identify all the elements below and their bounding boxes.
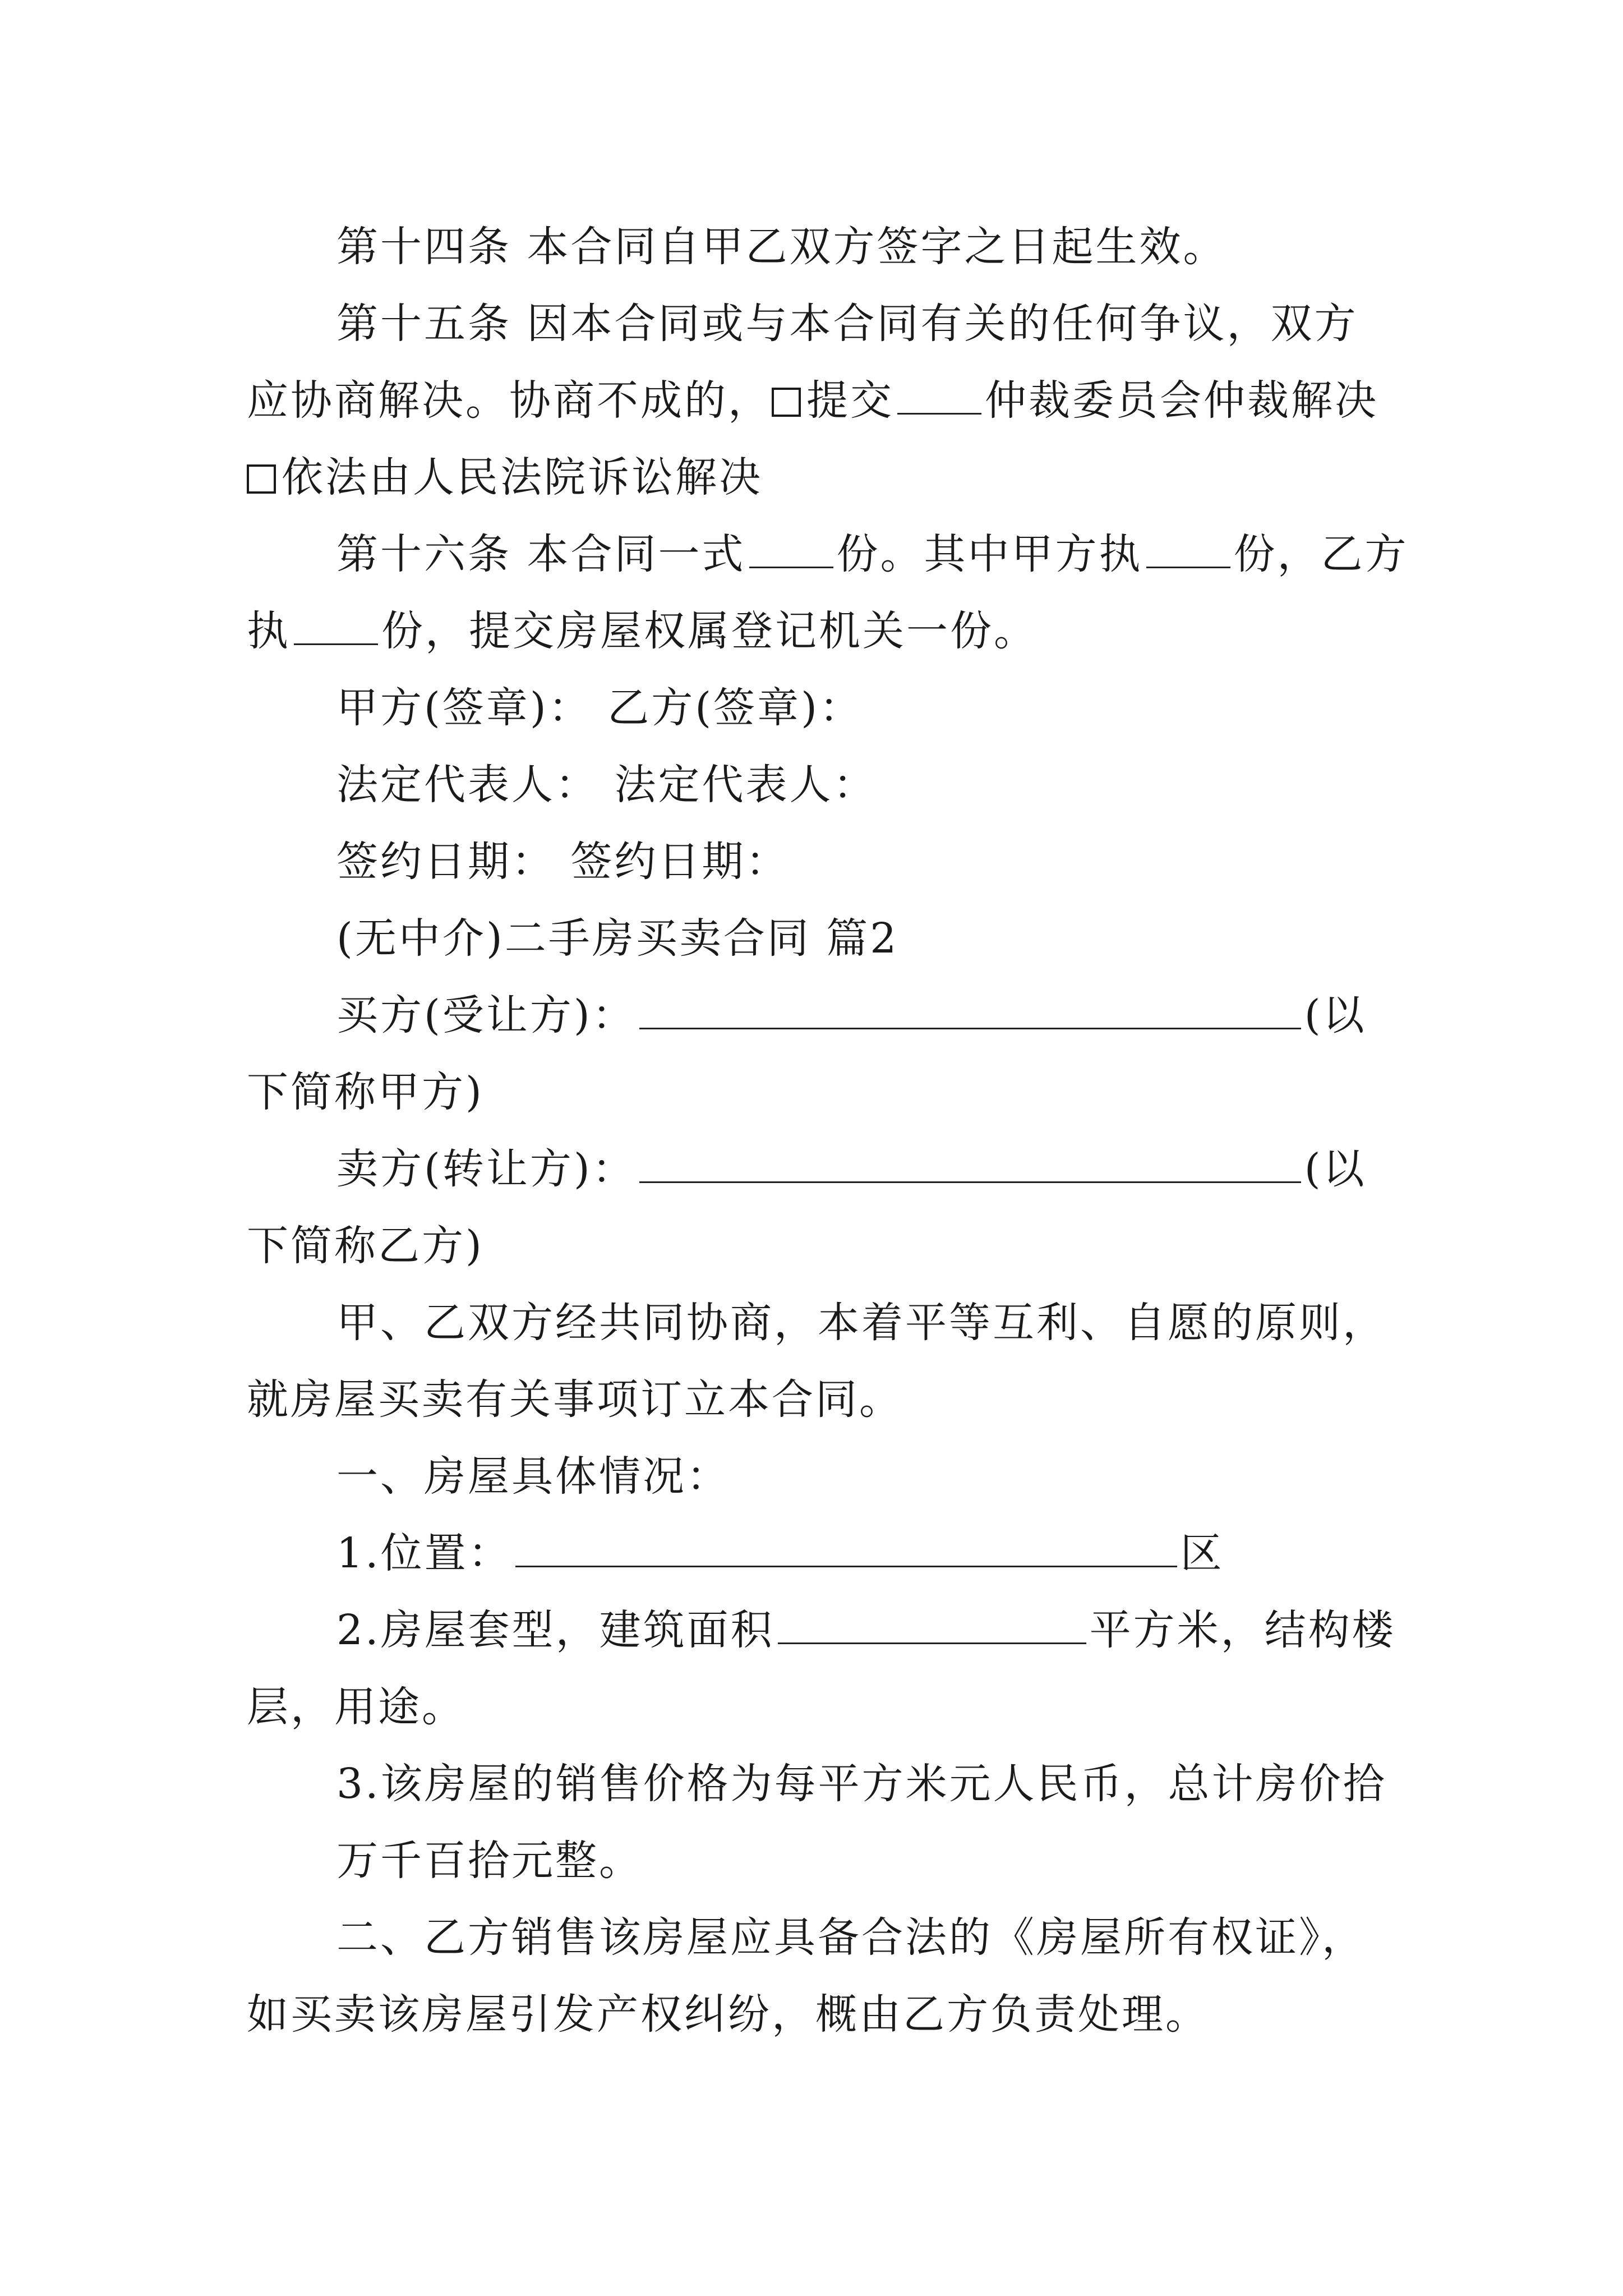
article-15-text-2b: 提交	[806, 376, 894, 425]
seller-suffix: (以	[1304, 1145, 1367, 1193]
intro-text-2: 就房屋买卖有关事项订立本合同。	[247, 1375, 903, 1424]
article-15-line-2	[247, 362, 1396, 439]
article-16-text-2b: 份，提交房屋权属登记机关一份。	[381, 607, 1038, 655]
article-15-text-1: 第十五条 因本合同或与本合同有关的任何争议，双方	[336, 300, 1358, 348]
seller-label: 卖方(转让方)：	[336, 1145, 636, 1193]
buyer-label: 买方(受让方)：	[336, 991, 636, 1039]
article-16-line-2	[247, 593, 1396, 670]
arbitration-committee-blank	[897, 378, 981, 415]
location-blank	[515, 1531, 1177, 1567]
signature-date-line	[247, 823, 1396, 900]
buyer-suffix: (以	[1304, 991, 1367, 1039]
article-16-line-1	[247, 516, 1409, 593]
article-16-text-2a: 执	[247, 607, 291, 655]
contract-2-heading	[247, 900, 1396, 977]
section-1-text: 一、房屋具体情况：	[336, 1452, 730, 1501]
signature-party-text: 甲方(签章)： 乙方(签章)：	[336, 684, 864, 732]
arbitration-checkbox[interactable]	[772, 388, 801, 417]
buyer-name-blank	[639, 993, 1301, 1029]
signature-date-text: 签约日期： 签约日期：	[336, 838, 790, 886]
item-2-text-2: 层，用途。	[247, 1683, 465, 1731]
litigation-checkbox[interactable]	[247, 464, 276, 494]
article-15-text-2a: 应协商解决。协商不成的，	[247, 376, 772, 425]
copies-party-b-blank	[294, 609, 378, 645]
intro-line-2	[247, 1361, 1396, 1438]
copies-total-blank	[749, 532, 833, 568]
section-2-text-1: 二、乙方销售该房屋应具备合法的《房屋所有权证》，	[336, 1913, 1366, 1962]
item-2-line-1	[247, 1592, 1396, 1669]
buyer-line-1	[247, 977, 1396, 1054]
signature-rep-text: 法定代表人： 法定代表人：	[336, 761, 877, 809]
item-3-text-2: 万千百拾元整。	[336, 1837, 643, 1885]
copies-party-a-blank	[1146, 532, 1230, 568]
article-16-text-1b: 份。其中甲方执	[836, 530, 1143, 578]
intro-text-1: 甲、乙双方经共同协商，本着平等互利、自愿的原则，	[336, 1299, 1386, 1347]
seller-line-2	[247, 1208, 1396, 1285]
signature-party-line	[247, 670, 1396, 747]
article-15-text-3: 依法由人民法院诉讼解决	[282, 453, 763, 501]
section-1-heading	[247, 1438, 1396, 1515]
section-2-text-2: 如买卖该房屋引发产权纠纷，概由乙方负责处理。	[247, 1990, 1209, 2039]
article-15-line-1	[247, 286, 1396, 362]
item-3-text-1: 3.该房屋的销售价格为每平方米元人民币，总计房价拾	[336, 1760, 1387, 1808]
article-16-text-1c: 份，乙方	[1233, 530, 1409, 578]
seller-line-2-text: 下简称乙方)	[247, 1222, 484, 1270]
area-blank	[778, 1608, 1086, 1644]
buyer-line-2	[247, 1054, 1396, 1131]
intro-line-1	[247, 1285, 1396, 1361]
section-2-line-1	[247, 1899, 1396, 1976]
buyer-line-2-text: 下简称甲方)	[247, 1068, 484, 1116]
item-1-line	[247, 1515, 1396, 1592]
seller-name-blank	[639, 1147, 1301, 1183]
item-2-label: 2.房屋套型，建筑面积	[336, 1606, 774, 1654]
item-2-line-2	[247, 1669, 1396, 1746]
signature-rep-line	[247, 747, 1396, 823]
contract-2-heading-text: (无中介)二手房买卖合同 篇2	[336, 914, 899, 963]
article-15-line-3	[247, 439, 1396, 516]
seller-line-1	[247, 1131, 1396, 1208]
item-1-label: 1.位置：	[336, 1529, 512, 1577]
article-14	[247, 209, 1396, 286]
item-1-suffix: 区	[1180, 1529, 1224, 1577]
item-3-line-2	[247, 1823, 1396, 1899]
article-16-text-1a: 第十六条 本合同一式	[336, 530, 746, 578]
item-2-suffix: 平方米，结构楼	[1089, 1606, 1396, 1654]
item-3-line-1	[247, 1746, 1396, 1823]
document-body	[247, 209, 1409, 2053]
article-15-text-2c: 仲裁委员会仲裁解决	[985, 376, 1378, 425]
section-2-line-2	[247, 1976, 1396, 2053]
article-14-text: 第十四条 本合同自甲乙双方签字之日起生效。	[336, 223, 1227, 271]
